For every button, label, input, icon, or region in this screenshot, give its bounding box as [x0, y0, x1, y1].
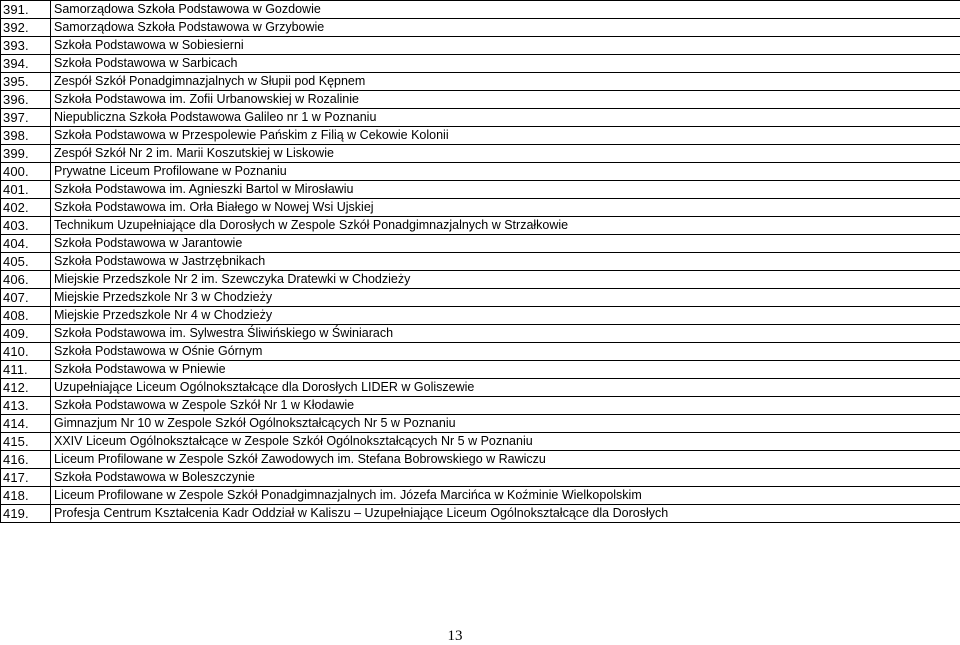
school-name: Samorządowa Szkoła Podstawowa w Gozdowie: [51, 1, 960, 19]
school-name: XXIV Liceum Ogólnokształcące w Zespole Szkół Ogólnokształcących Nr 5 w Poznaniu: [51, 433, 960, 451]
school-name: Niepubliczna Szkoła Podstawowa Galileo nr 1 w Poznaniu: [51, 109, 960, 127]
table-row: [1, 217, 960, 235]
school-name: Szkoła Podstawowa im. Orła Białego w Nowej Wsi Ujskiej: [51, 199, 960, 217]
school-name: Prywatne Liceum Profilowane w Poznaniu: [51, 163, 960, 181]
row-number: 404.: [1, 235, 51, 253]
row-number: 417.: [1, 469, 51, 487]
row-number: 393.: [1, 37, 51, 55]
school-name: Technikum Uzupełniające dla Dorosłych w Zespole Szkół Ponadgimnazjalnych w Strzałkowie: [51, 217, 960, 235]
table-row: [1, 19, 960, 37]
table-row: [1, 73, 960, 91]
table-row: [1, 343, 960, 361]
row-number: 406.: [1, 271, 51, 289]
row-number: 412.: [1, 379, 51, 397]
row-number: 411.: [1, 361, 51, 379]
row-number: 416.: [1, 451, 51, 469]
table-row: [1, 127, 960, 145]
table-row: [1, 361, 960, 379]
row-number: 400.: [1, 163, 51, 181]
table-row: [1, 379, 960, 397]
table-row: [1, 1, 960, 19]
table-row: [1, 487, 960, 505]
school-name: Szkoła Podstawowa w Pniewie: [51, 361, 960, 379]
row-number: 396.: [1, 91, 51, 109]
school-name: Liceum Profilowane w Zespole Szkół Ponadgimnazjalnych im. Józefa Marcińca w Koźminie Wielkopolskim: [51, 487, 960, 505]
row-number: 399.: [1, 145, 51, 163]
school-name: Miejskie Przedszkole Nr 2 im. Szewczyka Dratewki w Chodzieży: [51, 271, 960, 289]
table-row: [1, 163, 960, 181]
school-name: Szkoła Podstawowa im. Zofii Urbanowskiej w Rozalinie: [51, 91, 960, 109]
row-number: 402.: [1, 199, 51, 217]
row-number: 419.: [1, 505, 51, 523]
row-number: 395.: [1, 73, 51, 91]
row-number: 407.: [1, 289, 51, 307]
row-number: 401.: [1, 181, 51, 199]
row-number: 409.: [1, 325, 51, 343]
row-number: 410.: [1, 343, 51, 361]
school-name: Zespół Szkół Ponadgimnazjalnych w Słupii pod Kępnem: [51, 73, 960, 91]
school-name: Uzupełniające Liceum Ogólnokształcące dla Dorosłych LIDER w Goliszewie: [51, 379, 960, 397]
row-number: 392.: [1, 19, 51, 37]
table-row: [1, 91, 960, 109]
school-name: Szkoła Podstawowa w Zespole Szkół Nr 1 w Kłodawie: [51, 397, 960, 415]
school-name: Profesja Centrum Kształcenia Kadr Oddział w Kaliszu – Uzupełniające Liceum Ogólnokształcące dla Dorosłych: [51, 505, 960, 523]
school-name: Liceum Profilowane w Zespole Szkół Zawodowych im. Stefana Bobrowskiego w Rawiczu: [51, 451, 960, 469]
school-name: Szkoła Podstawowa im. Agnieszki Bartol w Mirosławiu: [51, 181, 960, 199]
row-number: 414.: [1, 415, 51, 433]
row-number: 418.: [1, 487, 51, 505]
school-name: Szkoła Podstawowa w Sarbicach: [51, 55, 960, 73]
table-row: [1, 199, 960, 217]
table-row: [1, 145, 960, 163]
row-number: 415.: [1, 433, 51, 451]
table-row: [1, 397, 960, 415]
school-name: Szkoła Podstawowa w Jarantowie: [51, 235, 960, 253]
school-list-body: [1, 1, 960, 523]
row-number: 413.: [1, 397, 51, 415]
school-name: Szkoła Podstawowa w Przespolewie Pańskim z Filią w Cekowie Kolonii: [51, 127, 960, 145]
school-name: Szkoła Podstawowa w Sobiesierni: [51, 37, 960, 55]
table-row: [1, 433, 960, 451]
table-row: [1, 415, 960, 433]
school-name: Szkoła Podstawowa im. Sylwestra Śliwińskiego w Świniarach: [51, 325, 960, 343]
table-row: [1, 181, 960, 199]
school-name: Szkoła Podstawowa w Jastrzębnikach: [51, 253, 960, 271]
table-row: [1, 505, 960, 523]
school-name: Miejskie Przedszkole Nr 3 w Chodzieży: [51, 289, 960, 307]
row-number: 405.: [1, 253, 51, 271]
row-number: 403.: [1, 217, 51, 235]
school-name: Szkoła Podstawowa w Ośnie Górnym: [51, 343, 960, 361]
table-row: [1, 37, 960, 55]
row-number: 397.: [1, 109, 51, 127]
table-row: [1, 235, 960, 253]
school-name: Szkoła Podstawowa w Boleszczynie: [51, 469, 960, 487]
school-name: Zespół Szkół Nr 2 im. Marii Koszutskiej w Liskowie: [51, 145, 960, 163]
row-number: 394.: [1, 55, 51, 73]
table-row: [1, 451, 960, 469]
table-row: [1, 253, 960, 271]
table-row: [1, 307, 960, 325]
table-row: [1, 109, 960, 127]
row-number: 408.: [1, 307, 51, 325]
table-row: [1, 289, 960, 307]
school-name: Miejskie Przedszkole Nr 4 w Chodzieży: [51, 307, 960, 325]
table-row: [1, 55, 960, 73]
table-row: [1, 325, 960, 343]
school-name: Gimnazjum Nr 10 w Zespole Szkół Ogólnokształcących Nr 5 w Poznaniu: [51, 415, 960, 433]
row-number: 398.: [1, 127, 51, 145]
school-name: Samorządowa Szkoła Podstawowa w Grzybowie: [51, 19, 960, 37]
table-row: [1, 469, 960, 487]
table-row: [1, 271, 960, 289]
page-number: 13: [447, 628, 463, 644]
row-number: 391.: [1, 1, 51, 19]
